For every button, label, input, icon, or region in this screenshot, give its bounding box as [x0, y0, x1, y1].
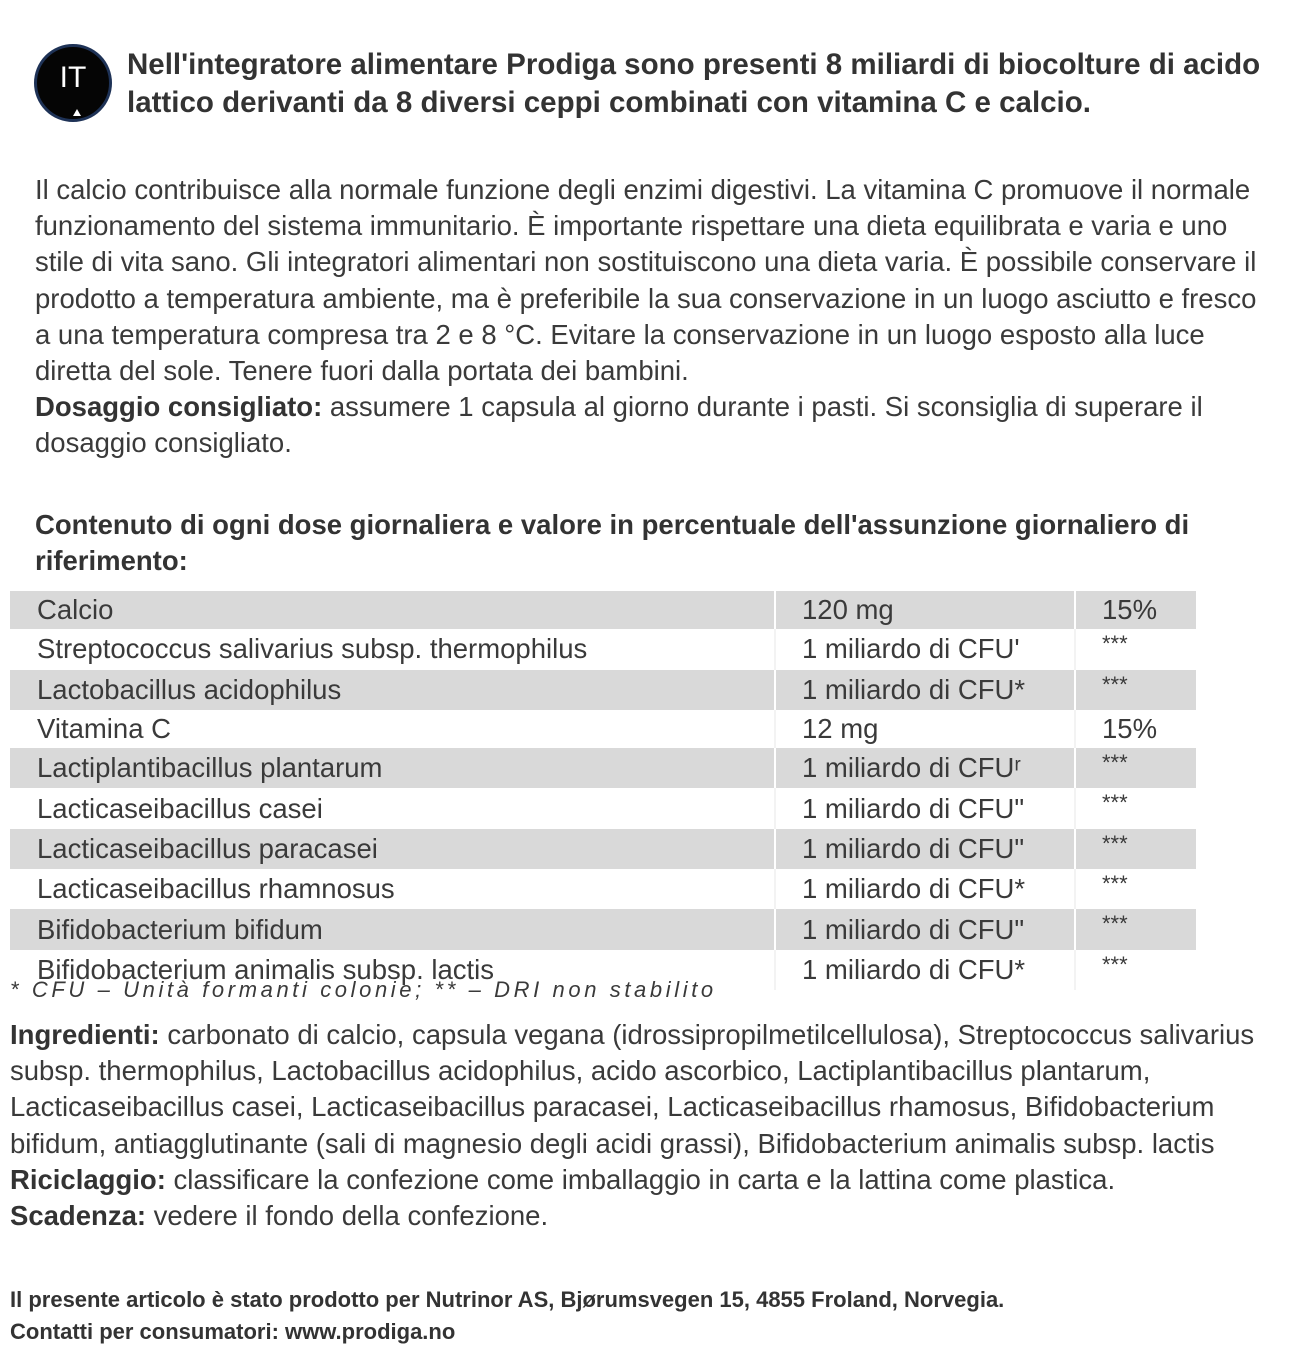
- description-block: [35, 172, 1275, 462]
- product-title: Nell'integratore alimentare Prodiga sono presenti 8 miliardi di biocolture di acido lattico derivanti da 8 diversi ceppi combinati con vitamina C e calcio.: [127, 48, 1261, 119]
- table-heading: Contenuto di ogni dose giornaliera e valore in percentuale dell'assunzione giornaliero di riferimento:: [35, 509, 1190, 576]
- nutrient-percent: ***: [1075, 829, 1196, 869]
- table-row: [10, 829, 1196, 869]
- nutrient-amount: 1 miliardo di CFU": [775, 829, 1075, 869]
- nutrient-name: Bifidobacterium bifidum: [10, 909, 775, 949]
- table-row: [10, 748, 1196, 788]
- table-row: [10, 591, 1196, 629]
- table-footnote: * CFU – Unità formanti colonie; ** – DRI non stabilito: [10, 977, 717, 1002]
- nutrient-amount: 1 miliardo di CFU": [775, 909, 1075, 949]
- caret-up-icon: [73, 109, 81, 116]
- nutrient-percent: ***: [1075, 748, 1196, 788]
- nutrient-amount: 1 miliardo di CFUʳ: [775, 748, 1075, 788]
- consumer-contact: Contatti per consumatori: www.prodiga.no: [10, 1319, 456, 1344]
- table-row: [10, 670, 1196, 710]
- nutrient-percent: ***: [1075, 909, 1196, 949]
- nutrient-amount: 1 miliardo di CFU*: [775, 670, 1075, 710]
- table-row: [10, 710, 1196, 748]
- expiry-text: vedere il fondo della confezione.: [146, 1200, 549, 1232]
- recycling-text: classificare la confezione come imballaggio in carta e la lattina come plastica.: [165, 1163, 1116, 1195]
- expiry-label: Scadenza:: [10, 1200, 147, 1232]
- nutrient-name: Lacticaseibacillus casei: [10, 788, 775, 828]
- nutrient-percent: ***: [1102, 951, 1128, 977]
- table-row: [10, 629, 1196, 669]
- dosage-label: Dosaggio consigliato:: [35, 391, 323, 423]
- nutrient-amount: 1 miliardo di CFU*: [775, 869, 1075, 909]
- nutrient-percent: 15%: [1102, 713, 1158, 745]
- nutrient-name: Vitamina C: [10, 710, 775, 748]
- nutrient-name: Lactobacillus acidophilus: [10, 670, 775, 710]
- nutrient-amount: 1 miliardo di CFU*: [775, 950, 1075, 990]
- manufacturer-address: Il presente articolo è stato prodotto per Nutrinor AS, Bjørumsvegen 15, 4855 Froland, Norvegia.: [10, 1287, 1005, 1312]
- nutrient-percent: ***: [1102, 631, 1128, 657]
- language-badge: [34, 44, 112, 122]
- nutrient-name: Lacticaseibacillus paracasei: [10, 829, 775, 869]
- nutrient-percent: ***: [1102, 790, 1128, 816]
- nutrient-percent: ***: [1075, 670, 1196, 710]
- nutrient-amount: 1 miliardo di CFU": [775, 788, 1075, 828]
- nutrient-name: Bifidobacterium animalis subsp. lactis: [10, 950, 775, 990]
- dosage-text: assumere 1 capsula al giorno durante i pasti. Si sconsiglia di superare il dosaggio consigliato.: [35, 391, 1203, 459]
- details-block: [10, 1017, 1308, 1234]
- table-row: [10, 869, 1196, 909]
- table-row: [10, 909, 1196, 949]
- recycling-label: Riciclaggio:: [10, 1163, 166, 1195]
- nutrient-amount: 1 miliardo di CFU': [775, 629, 1075, 669]
- ingredients-text: carbonato di calcio, capsula vegana (idrossipropilmetilcellulosa), Streptococcus salivarius subsp. thermophilus, Lactobacillus acidophilus, acido ascorbico, Lactiplantibacillus plantarum, Lacticaseibacillus casei, Lacticaseibacillus paracasei, Lacticaseibacillus rhamosus, Bifidobacterium bifidum, antiagglutinante (sali di magnesio degli acidi grassi), Bifidobacterium animalis subsp. lactis: [10, 1019, 1255, 1159]
- nutrient-name: Lactiplantibacillus plantarum: [10, 748, 775, 788]
- manufacturer-info: [10, 1284, 1300, 1348]
- nutrient-name: Lacticaseibacillus rhamnosus: [10, 869, 775, 909]
- nutrient-percent: 15%: [1075, 591, 1196, 629]
- nutrient-table: [10, 591, 1196, 990]
- table-row: [10, 788, 1196, 828]
- nutrient-name: Streptococcus salivarius subsp. thermophilus: [10, 629, 775, 669]
- nutrient-amount: 12 mg: [775, 710, 1075, 748]
- nutrient-amount: 120 mg: [775, 591, 1075, 629]
- description: Il calcio contribuisce alla normale funzione degli enzimi digestivi. La vitamina C promuove il normale funzionamento del sistema immunitario. È importante rispettare una dieta equilibrata e varia e uno stile di vita sano. Gli integratori alimentari non sostituiscono una dieta varia. È possibile conservare il prodotto a temperatura ambiente, ma è preferibile la sua conservazione in un luogo asciutto e fresco a una temperatura compresa tra 2 e 8 °C. Evitare la conservazione in un luogo esposto alla luce diretta del sole. Tenere fuori dalla portata dei bambini.: [35, 174, 1257, 387]
- ingredients-label: Ingredienti:: [10, 1019, 160, 1050]
- language-code: IT: [59, 61, 87, 94]
- nutrient-name: Calcio: [10, 591, 775, 629]
- nutrient-percent: ***: [1102, 871, 1128, 897]
